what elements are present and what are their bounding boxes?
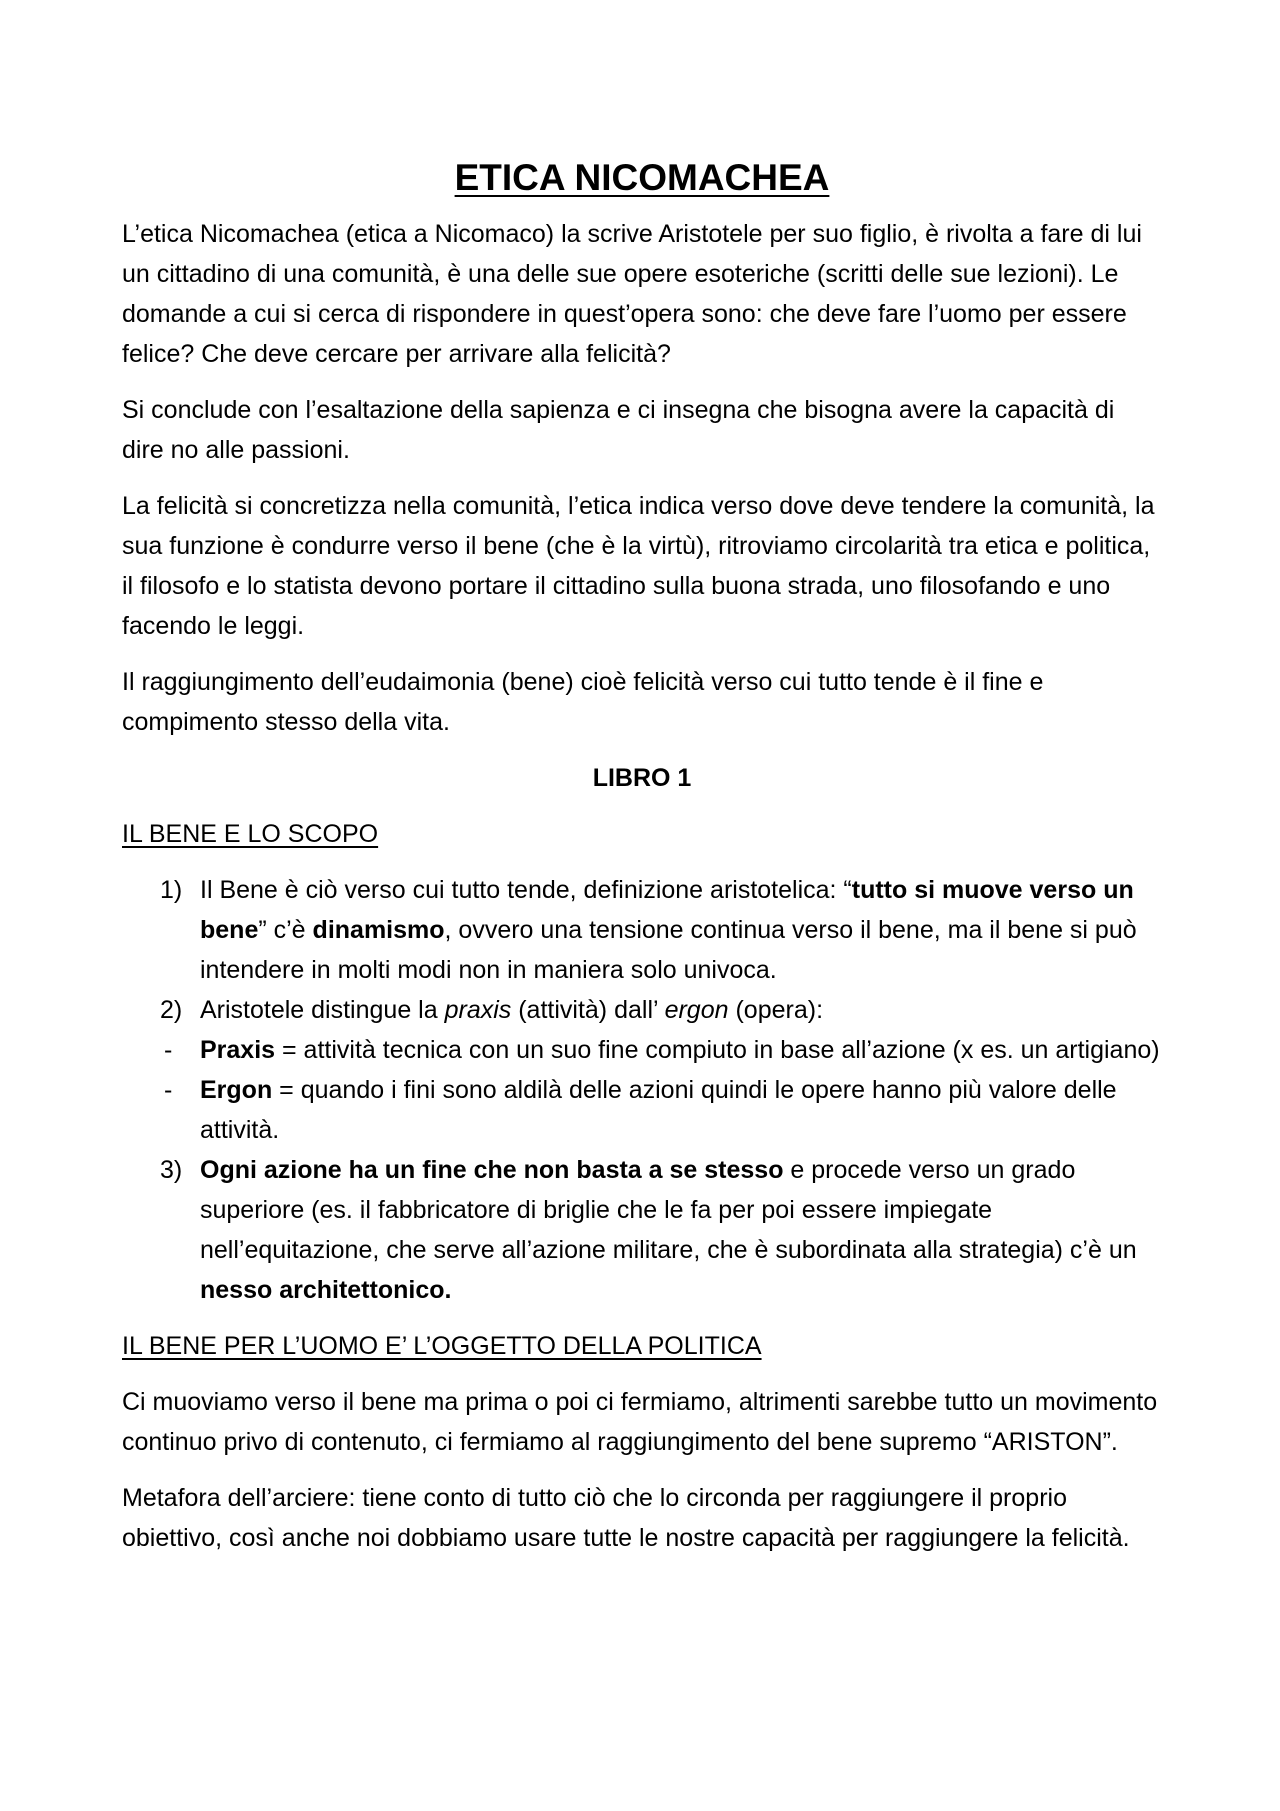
- list-text: = attività tecnica con un suo fine compiuto in base all’azione (x es. un artigiano): [275, 1036, 1160, 1064]
- bold-text: Ogni azione ha un fine che non basta a se stesso: [200, 1156, 784, 1184]
- book-heading: LIBRO 1: [592, 764, 692, 792]
- list-item-2: [122, 990, 1162, 1030]
- list-text: e procede verso un grado superiore (es. il fabbricatore di briglie che le fa per poi essere impiegate nell’equitazione, che serve all’azione militare, che è subordinata alla strategia) c’è un: [200, 1156, 1137, 1264]
- list-text: = quando i fini sono aldilà delle azioni quindi le opere hanno più valore delle attività.: [200, 1076, 1117, 1144]
- list-marker: 3): [160, 1156, 183, 1184]
- italic-text: ergon: [664, 996, 729, 1024]
- list-marker: 1): [160, 876, 183, 904]
- list-text: (opera):: [728, 996, 824, 1024]
- intro-paragraph-3: La felicità si concretizza nella comunità, l’etica indica verso dove deve tendere la comunità, la sua funzione è condurre verso il bene (che è la virtù), ritroviamo circolarità tra etica e politica, il filosofo e lo statista devono portare il cittadino sulla buona strada, uno filosofando e uno facendo le leggi.: [122, 492, 1155, 640]
- list-item-praxis: [122, 1030, 1162, 1070]
- bold-text: nesso architettonico.: [200, 1276, 452, 1304]
- list-marker: 2): [160, 996, 183, 1024]
- bold-text: dinamismo: [312, 916, 445, 944]
- bold-text: Praxis: [200, 1036, 276, 1064]
- italic-text: praxis: [444, 996, 512, 1024]
- list-marker: -: [164, 1076, 173, 1104]
- intro-paragraph-1: L’etica Nicomachea (etica a Nicomaco) la scrive Aristotele per suo figlio, è rivolta a fare di lui un cittadino di una comunità, è una delle sue opere esoteriche (scritti delle sue lezioni). Le domande a cui si cerca di rispondere in quest’opera sono: che deve fare l’uomo per essere felice? Che deve cercare per arrivare alla felicità?: [122, 220, 1142, 368]
- list-text: ” c’è: [258, 916, 313, 944]
- list-text: Aristotele distingue la: [200, 996, 445, 1024]
- section-heading-bene-scopo: IL BENE E LO SCOPO: [122, 820, 379, 848]
- section-list: [122, 870, 1162, 1310]
- bold-text: tutto si muove verso un bene: [200, 876, 1134, 944]
- section2-paragraph-1: Ci muoviamo verso il bene ma prima o poi ci fermiamo, altrimenti sarebbe tutto un movimento continuo privo di contenuto, ci fermiamo al raggiungimento del bene supremo “ARISTON”.: [122, 1388, 1158, 1456]
- section-heading-bene-uomo: IL BENE PER L’UOMO E’ L’OGGETTO DELLA POLITICA: [122, 1332, 762, 1360]
- section2-paragraph-2: Metafora dell’arciere: tiene conto di tutto ciò che lo circonda per raggiungere il proprio obiettivo, così anche noi dobbiamo usare tutte le nostre capacità per raggiungere la felicità.: [122, 1484, 1130, 1552]
- list-item-1: [122, 870, 1162, 990]
- list-text: , ovvero una tensione continua verso il bene, ma il bene si può intendere in molti modi non in maniera solo univoca.: [200, 916, 1137, 984]
- list-text: (attività) dall’: [511, 996, 665, 1024]
- list-item-3: [122, 1150, 1162, 1310]
- list-text: Il Bene è ciò verso cui tutto tende, definizione aristotelica: “: [200, 876, 852, 904]
- list-item-ergon: [122, 1070, 1162, 1150]
- document-title: ETICA NICOMACHEA: [454, 157, 830, 198]
- intro-paragraph-4: Il raggiungimento dell’eudaimonia (bene) cioè felicità verso cui tutto tende è il fine e compimento stesso della vita.: [122, 668, 1044, 736]
- list-marker: -: [164, 1036, 173, 1064]
- document-page: [122, 150, 1162, 1574]
- intro-paragraph-2: Si conclude con l’esaltazione della sapienza e ci insegna che bisogna avere la capacità di dire no alle passioni.: [122, 396, 1115, 464]
- bold-text: Ergon: [200, 1076, 273, 1104]
